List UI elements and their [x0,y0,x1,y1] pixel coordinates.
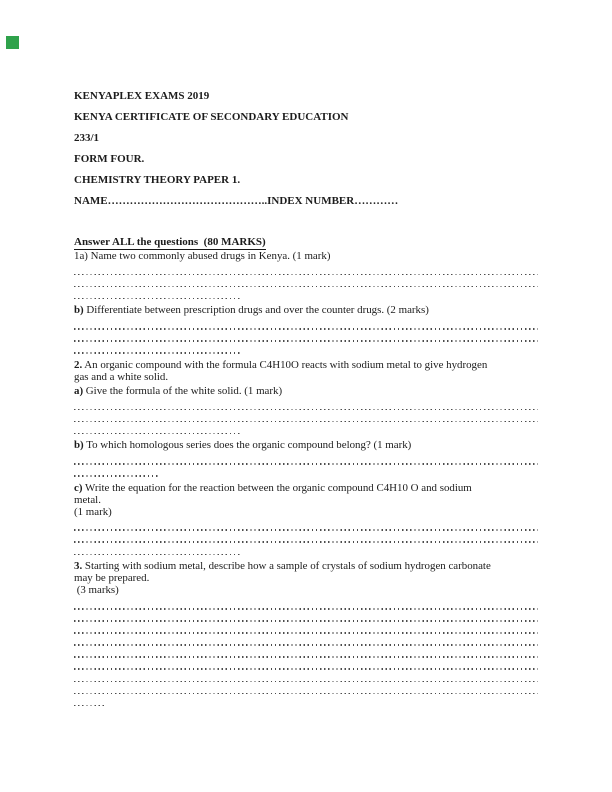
answer-dotted-line [74,468,538,480]
paper-code: 233/1 [74,132,100,144]
question-2a [74,385,538,437]
question-line: Give the formula of the white solid. (1 mark) [83,384,283,397]
question-3 [74,560,538,709]
question-2c [74,482,538,559]
question-text [74,482,538,494]
question-2-intro [74,359,538,383]
exam-org-title: KENYAPLEX EXAMS 2019 [74,90,210,102]
answer-dotted-line [74,290,538,302]
section-heading: Answer ALL the questions (80 MARKS) [74,236,266,248]
question-line: Differentiate between prescription drugs and over the counter drugs. (2 marks) [83,304,429,317]
answer-dotted-line [74,697,538,709]
question-prefix: 2. [74,358,83,371]
question-line: Starting with sodium metal, describe how a sample of crystals of sodium hydrogen carbonate [82,560,491,573]
question-text [74,572,538,584]
question-text [74,359,538,371]
answer-dotted-line [74,625,538,637]
answer-dotted-line [74,685,538,697]
question-prefix: b) [74,304,84,317]
answer-area [74,266,538,302]
question-marks [74,584,538,596]
question-1a [74,250,538,302]
answer-dotted-line [74,345,538,357]
question-text [74,494,538,506]
form-line: FORM FOUR. [74,153,145,165]
name-index-line: NAME……………………………………..INDEX NUMBER………… [74,195,399,207]
answer-dotted-line [74,266,538,278]
answer-dotted-line [74,649,538,661]
question-text [74,385,538,397]
question-line: (1 mark) [74,505,112,518]
question-prefix: 3. [74,560,83,573]
answer-dotted-line [74,637,538,649]
answer-dotted-line [74,546,538,558]
exam-header [74,86,538,212]
question-text [74,304,538,316]
question-line: An organic compound with the formula C4H10O reacts with sodium metal to give hydrogen [82,358,488,371]
brand-logo-square [6,36,19,49]
question-line: Write the equation for the reaction between the organic compound C4H10 O and sodium [82,481,472,494]
answer-area [74,401,538,437]
question-text [74,371,538,383]
paper-title: CHEMISTRY THEORY PAPER 1. [74,174,241,186]
answer-area [74,320,538,356]
question-line: (3 marks) [74,584,119,597]
answer-dotted-line [74,673,538,685]
answer-dotted-line [74,455,538,467]
answer-dotted-line [74,613,538,625]
certificate-title: KENYA CERTIFICATE OF SECONDARY EDUCATION [74,111,349,123]
question-line: metal. [74,493,101,506]
question-line: 1a) Name two commonly abused drugs in Kenya. (1 mark) [74,250,331,262]
answer-dotted-line [74,534,538,546]
answer-dotted-line [74,661,538,673]
question-2b [74,439,538,479]
answer-dotted-line [74,522,538,534]
question-prefix: c) [74,481,83,494]
question-prefix: a) [74,384,84,397]
answer-area [74,600,538,709]
answer-dotted-line [74,401,538,413]
answer-dotted-line [74,320,538,332]
question-line: To which homologous series does the organic compound belong? (1 mark) [83,439,412,452]
section-heading-row [74,234,538,248]
question-marks [74,506,538,518]
answer-dotted-line [74,333,538,345]
question-text [74,560,538,572]
question-text [74,250,538,262]
document-content [74,86,538,709]
question-line: gas and a white solid. [74,370,169,383]
answer-dotted-line [74,425,538,437]
question-text [74,439,538,451]
answer-area [74,455,538,479]
question-prefix: b) [74,439,84,452]
question-line: may be prepared. [74,572,150,585]
answer-dotted-line [74,413,538,425]
answer-dotted-line [74,278,538,290]
question-1b [74,304,538,356]
answer-dotted-line [74,600,538,612]
answer-area [74,522,538,558]
